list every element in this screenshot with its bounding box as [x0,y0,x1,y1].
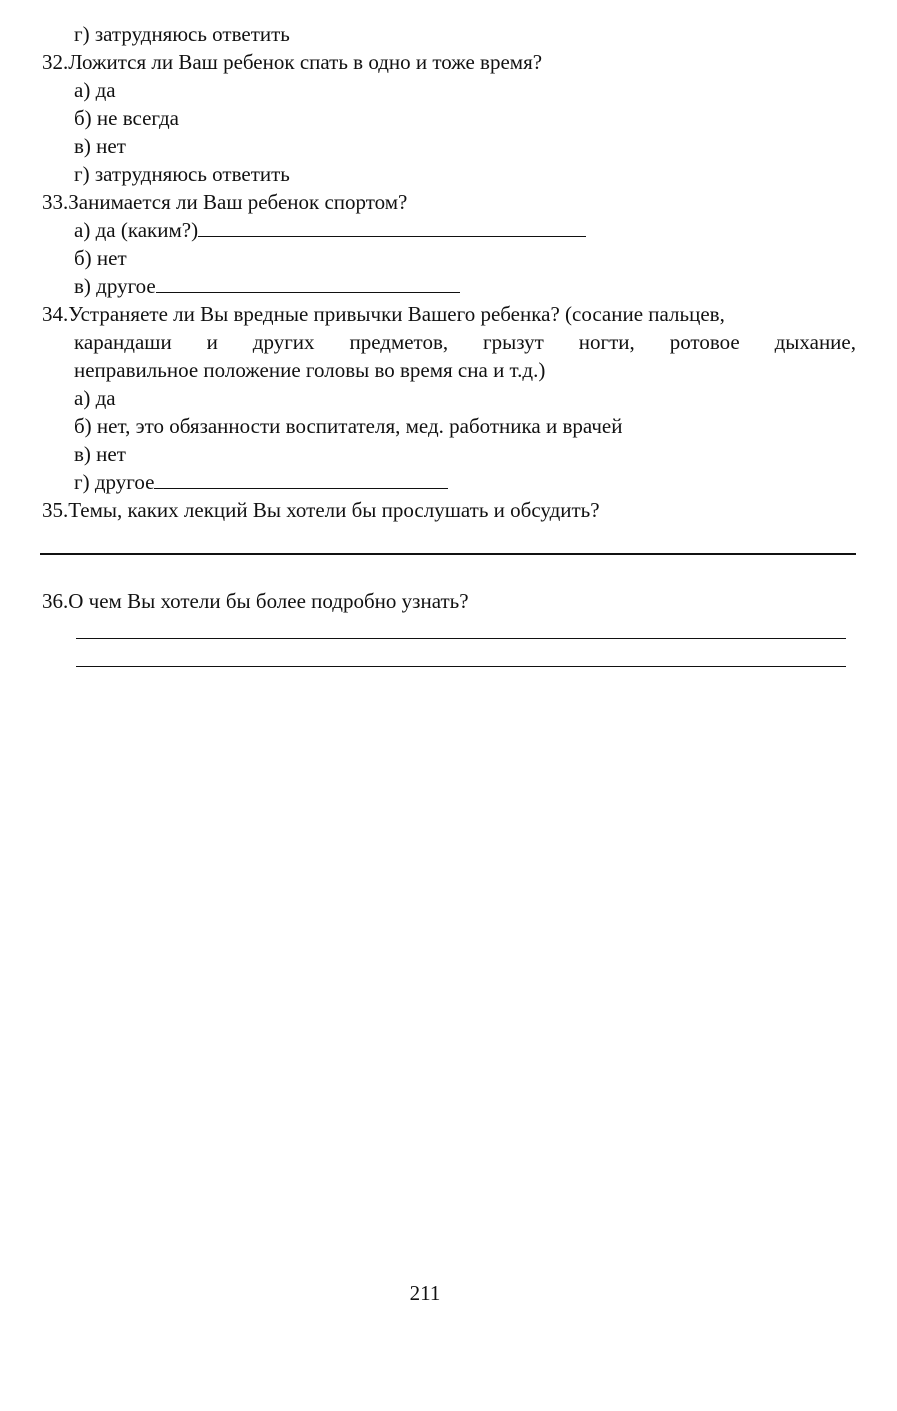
option-text: б) не всегда [74,106,179,130]
question-number: 34. [42,302,69,326]
answer-line[interactable] [40,553,856,555]
option-text: а) да [74,386,116,410]
option-text: а) да (каким?) [74,218,199,242]
option-with-blank [74,216,586,244]
question-text-line-1: Устраняете ли Вы вредные привычки Вашего ребенка? (сосание пальцев, [68,302,725,326]
question-text-line-2: карандаши и других предметов, грызут ногти, ротовое дыхание, [74,330,856,354]
option-text: в) нет [74,442,126,466]
question-number: 35. [42,498,69,522]
option-text: г) затрудняюсь ответить [74,162,290,186]
answer-blank-line[interactable] [154,468,448,489]
option-text: в) другое [74,274,156,298]
page-number: 211 [409,1281,441,1305]
question-text: Занимается ли Ваш ребенок спортом? [68,190,408,214]
question-number: 33. [42,190,69,214]
answer-blank-line[interactable] [198,216,586,237]
option-text: б) нет [74,246,127,270]
question-text: Ложится ли Ваш ребенок спать в одно и тоже время? [68,50,543,74]
option-text: а) да [74,78,116,102]
question-36 [42,587,469,615]
option-text: г) другое [74,470,155,494]
question-number: 32. [42,50,69,74]
question-number: 36. [42,589,69,613]
question-text: Темы, каких лекций Вы хотели бы прослушать и обсудить? [68,498,600,522]
answer-line[interactable] [76,666,846,667]
question-34 [42,300,856,328]
answer-line[interactable] [76,638,846,639]
question-text-line-3: неправильное положение головы во время сна и т.д.) [74,358,546,382]
question-33 [42,188,407,216]
option-text: б) нет, это обязанности воспитателя, мед. работника и врачей [74,414,623,438]
option-text: г) затрудняюсь ответить [74,22,290,46]
question-text: О чем Вы хотели бы более подробно узнать? [68,589,469,613]
option-with-blank [74,272,460,300]
answer-blank-line[interactable] [156,272,460,293]
question-35 [42,496,600,524]
option-text: в) нет [74,134,126,158]
option-with-blank [74,468,448,496]
question-32 [42,48,542,76]
